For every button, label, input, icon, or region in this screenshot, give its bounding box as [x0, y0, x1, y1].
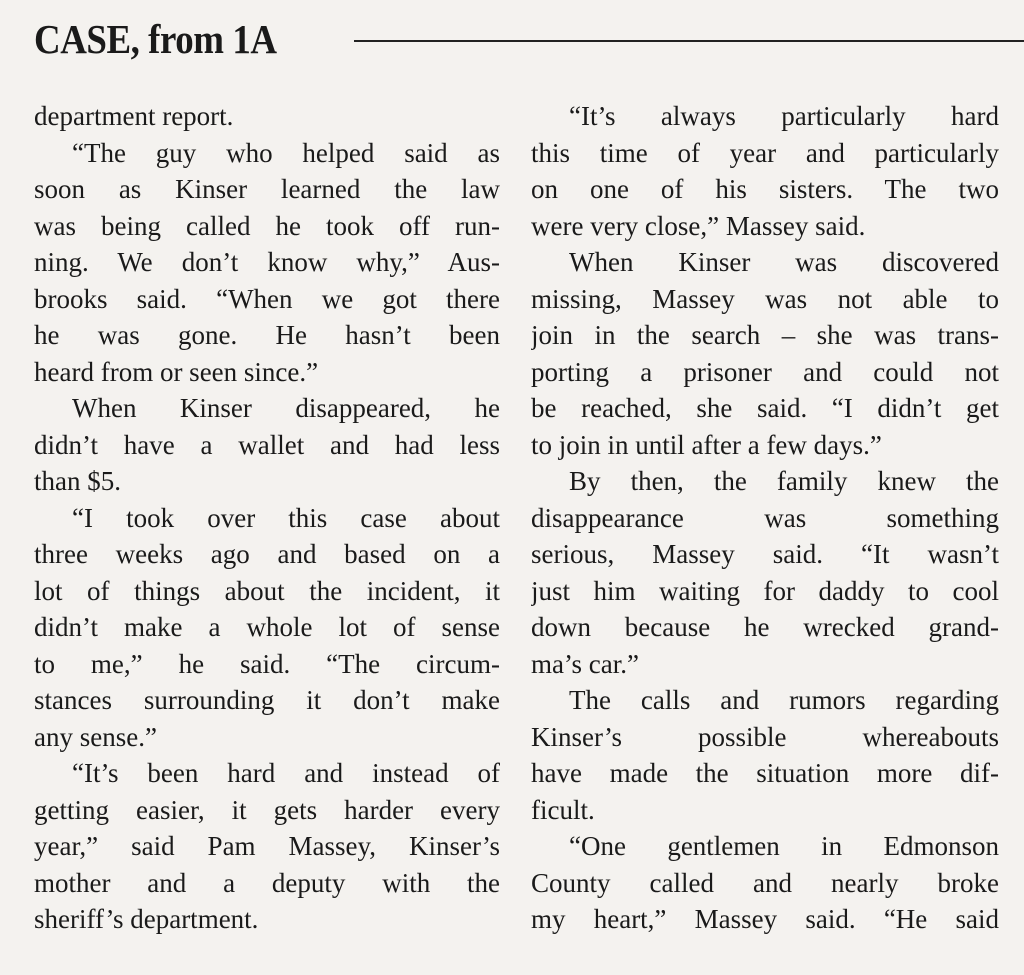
text-line: was being called he took off run-: [34, 210, 500, 241]
text-line: soon as Kinser learned the law: [34, 174, 500, 204]
text-line: missing, Massey was not able to: [531, 283, 999, 314]
text-line: “It’s always particularly hard: [569, 101, 999, 131]
text-line: were very close,” Massey said.: [531, 210, 866, 241]
text-line: disappearance was something: [531, 502, 999, 533]
text-line: By then, the family knew the: [569, 466, 999, 496]
text-line: have made the situation more dif-: [531, 758, 999, 788]
text-line: he was gone. He hasn’t been: [34, 320, 500, 350]
text-line: this time of year and particularly: [531, 137, 999, 168]
text-line: be reached, she said. “I didn’t get: [531, 393, 999, 423]
text-line: down because he wrecked grand-: [531, 612, 999, 642]
text-line: ma’s car.”: [531, 648, 639, 679]
text-line: County called and nearly broke: [531, 867, 999, 898]
text-line: “The guy who helped said as: [72, 137, 500, 168]
text-line: “One gentlemen in Edmonson: [569, 831, 999, 861]
text-line: lot of things about the incident, it: [34, 575, 500, 606]
text-line: getting easier, it gets harder every: [34, 794, 500, 825]
text-line: join in the search – she was trans-: [531, 320, 999, 350]
text-line: didn’t make a whole lot of sense: [34, 612, 500, 642]
text-line: When Kinser disappeared, he: [72, 393, 500, 423]
article-column-left: [34, 98, 500, 938]
article-column-right: [531, 98, 999, 938]
text-line: ficult.: [531, 794, 595, 825]
text-line: Kinser’s possible whereabouts: [531, 721, 999, 752]
text-line: to me,” he said. “The circum-: [34, 648, 500, 679]
text-line: heard from or seen since.”: [34, 356, 319, 387]
jump-headline: CASE, from 1A: [34, 16, 277, 62]
text-line: any sense.”: [34, 721, 157, 752]
text-line: my heart,” Massey said. “He said: [531, 904, 999, 934]
text-line: didn’t have a wallet and had less: [34, 429, 500, 460]
text-line: three weeks ago and based on a: [34, 539, 500, 569]
text-line: brooks said. “When we got there: [34, 283, 500, 314]
header-rule: [354, 40, 1024, 42]
text-line: on one of his sisters. The two: [531, 174, 999, 204]
section-header: [34, 14, 1024, 64]
text-line: When Kinser was discovered: [569, 247, 999, 277]
text-line: porting a prisoner and could not: [531, 356, 999, 387]
text-line: “I took over this case about: [72, 502, 500, 533]
text-line: to join in until after a few days.”: [531, 429, 882, 460]
text-line: just him waiting for daddy to cool: [531, 575, 999, 606]
text-line: department report.: [34, 101, 234, 131]
text-line: ning. We don’t know why,” Aus-: [34, 247, 500, 277]
text-line: mother and a deputy with the: [34, 867, 500, 898]
text-line: stances surrounding it don’t make: [34, 685, 500, 715]
text-line: serious, Massey said. “It wasn’t: [531, 539, 999, 569]
text-line: than $5.: [34, 466, 121, 496]
text-line: The calls and rumors regarding: [569, 685, 999, 715]
text-line: “It’s been hard and instead of: [72, 758, 500, 788]
text-line: sheriff’s department.: [34, 904, 259, 934]
text-line: year,” said Pam Massey, Kinser’s: [34, 831, 500, 861]
